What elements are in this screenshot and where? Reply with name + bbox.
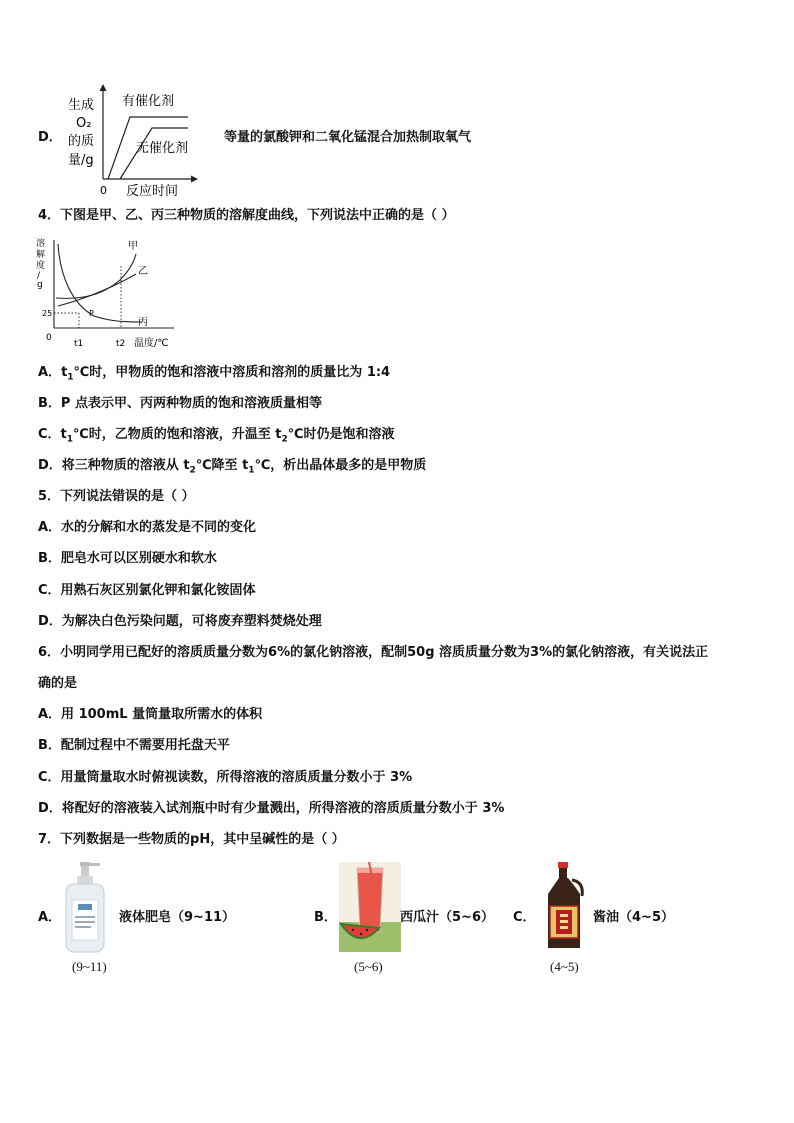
ylabel-line-1: 生成 [68,98,95,113]
q7-option-a-letter: A． [38,910,62,925]
label-yi: 乙 [138,266,148,277]
chart-origin: 0 [46,333,52,343]
q4-option-b: B．P 点表示甲、丙两种物质的饱和溶液质量相等 [38,396,322,411]
ylabel-char-1: 溶 [36,239,46,249]
watermelon-juice-image [339,862,401,952]
q7-option-b-label: 西瓜汁（5~6） [400,910,494,925]
x-tick-t1: t1 [74,339,84,349]
x-axis-arrow [191,176,198,183]
q7-option-a-label: 液体肥皂（9~11） [119,910,236,925]
label-jia: 甲 [128,241,138,252]
q3-option-d-description: 等量的氯酸钾和二氧化锰混合加热制取氧气 [224,130,472,145]
chart-xlabel: 反应时间 [126,184,179,199]
soy-sauce-bottle-image [542,862,586,952]
x-tick-t2: t2 [116,339,126,349]
curve-bing [58,244,142,322]
q3-option-d-letter: D． [38,130,62,145]
q3-oxygen-chart [64,84,214,200]
label-with-catalyst: 有催化剂 [122,94,175,109]
q5-option-c: C．用熟石灰区别氯化钾和氯化铵固体 [38,583,256,598]
label-without-catalyst: 无催化剂 [136,141,189,156]
q4-option-c: C．$t_1℃$时，乙物质的饱和溶液，升温至 $t_2℃$时仍是饱和溶液 [38,427,395,445]
q7-option-b-letter: B． [314,910,337,925]
q5-option-d: D．为解决白色污染问题，可将废弃塑料焚烧处理 [38,614,322,629]
q6-option-d: D．将配好的溶液装入试剂瓶中时有少量溅出，所得溶液的溶质质量分数小于 3% [38,801,505,816]
liquid-soap-bottle-image [62,860,108,954]
q7-stem: 7．下列数据是一些物质的pH，其中呈碱性的是（ ） [38,832,345,847]
chart-origin: 0 [100,184,107,197]
q6-stem-line-2: 确的是 [38,676,78,691]
point-p-label: P [89,309,94,318]
q7-option-a-caption: (9~11) [72,959,107,974]
ylabel-char-2: 解 [36,250,46,260]
ylabel-char-4: / [37,271,41,281]
label-bing: 丙 [138,317,148,328]
q6-stem-line-1: 6．小明同学用已配好的溶质质量分数为6%的氯化钠溶液，配制50g 溶质质量分数为3%的氯化钠溶液，有关说法正 [38,645,709,660]
q4-option-a: A．$t_1℃$时，甲物质的饱和溶液中溶质和溶剂的质量比为 1:4 [38,365,391,383]
ylabel-char-5: g [37,280,43,290]
q4-solubility-chart [34,236,182,354]
chart-xlabel: 温度/℃ [134,338,169,349]
q5-stem: 5．下列说法错误的是（ ） [38,489,195,504]
ylabel-line-4: 量/g [68,153,94,168]
q7-option-c-label: 酱油（4~5） [593,910,674,925]
y-axis-arrow [100,84,107,91]
q7-option-c-caption: (4~5) [550,959,579,974]
q7-option-b-caption: (5~6) [354,959,383,974]
q6-option-c: C．用量筒量取水时俯视读数，所得溶液的溶质质量分数小于 3% [38,770,413,785]
q6-option-a: A．用 100mL 量筒量取所需水的体积 [38,707,263,722]
curve-jia [56,254,136,298]
y-tick-25: 25 [42,309,53,318]
q7-option-c-letter: C． [513,910,536,925]
q5-option-a: A．水的分解和水的蒸发是不同的变化 [38,520,257,535]
q4-option-d: D．将三种物质的溶液从 $t_2℃$降至 $t_1℃$，析出晶体最多的是甲物质 [38,458,427,476]
q6-option-b: B．配制过程中不需要用托盘天平 [38,738,230,753]
ylabel-line-2: O₂ [76,116,92,131]
ylabel-line-3: 的质 [68,134,95,149]
q5-option-b: B．肥皂水可以区别硬水和软水 [38,551,217,566]
ylabel-char-3: 度 [36,261,46,271]
q4-stem: 4．下图是甲、乙、丙三种物质的溶解度曲线，下列说法中正确的是（ ） [38,208,455,223]
